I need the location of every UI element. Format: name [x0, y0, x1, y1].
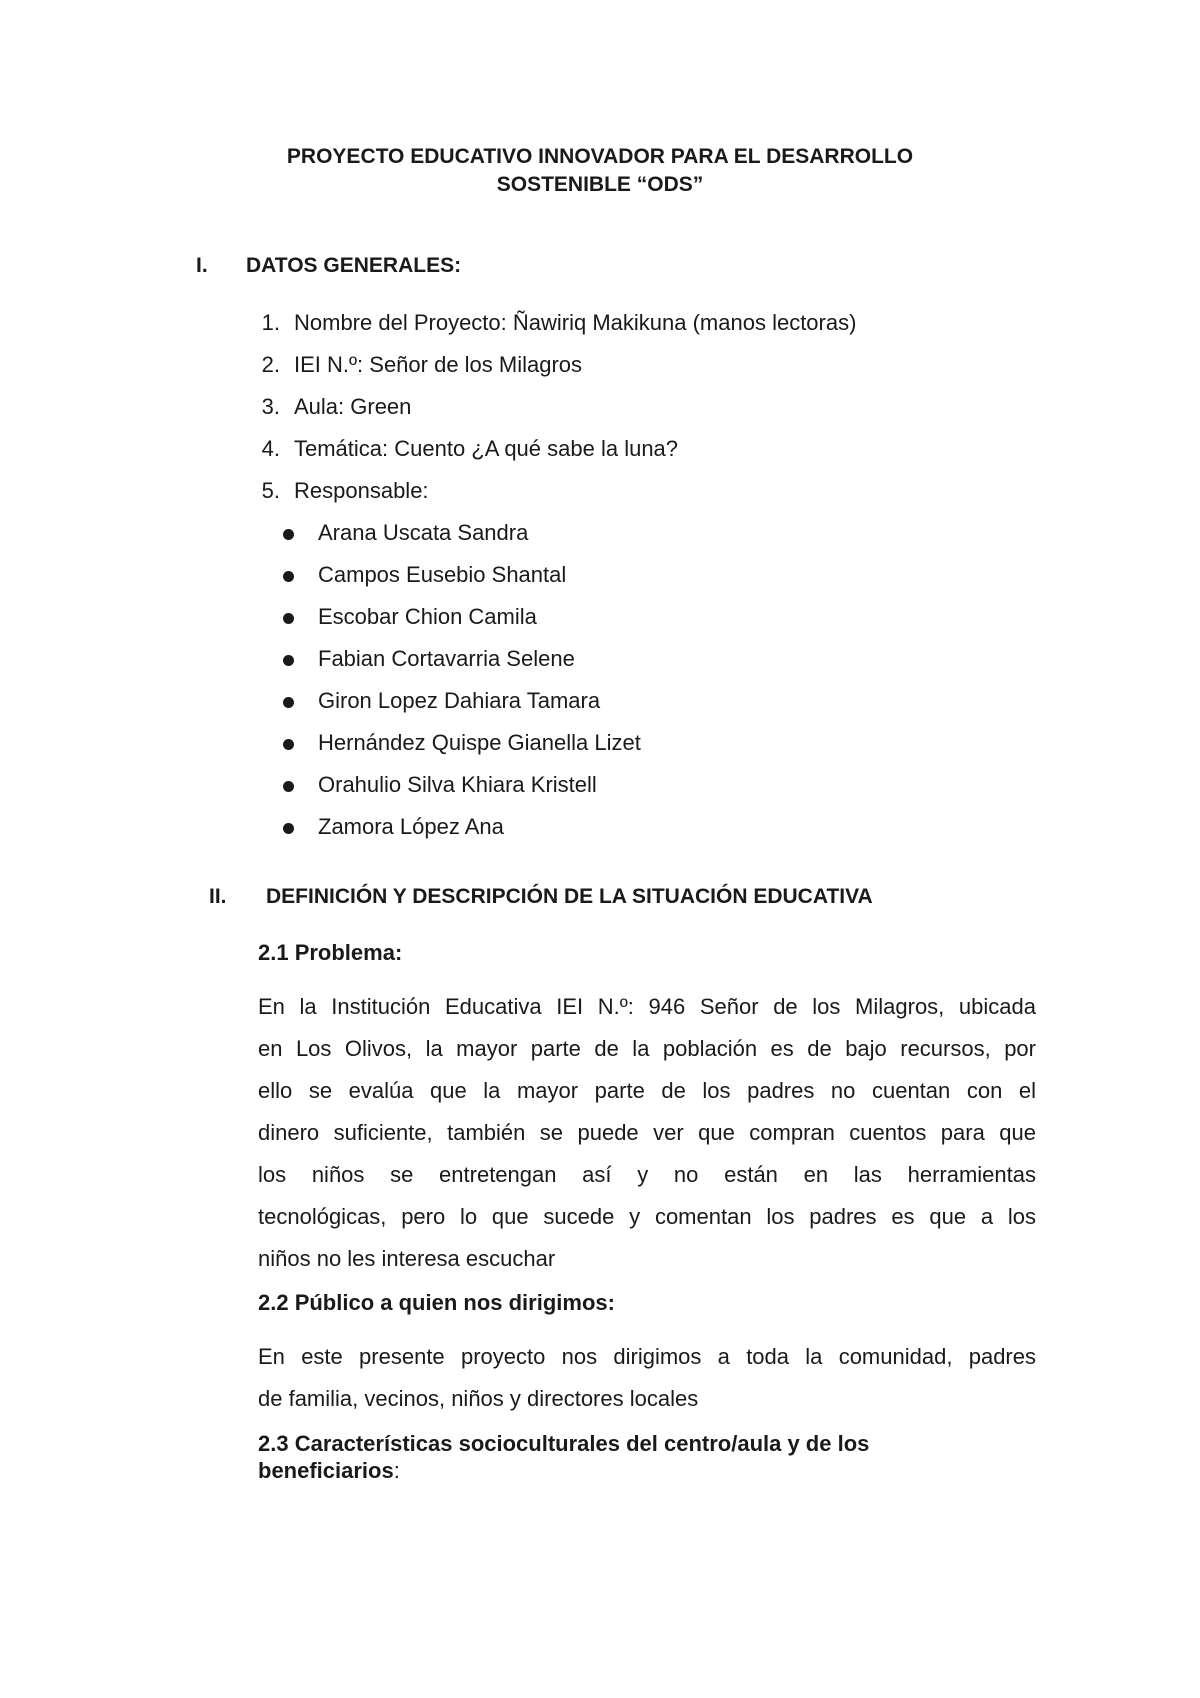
subsection-2-3-heading [258, 1430, 1018, 1484]
paragraph-line: En la Institución Educativa IEI N.º: 946 Señor de los Milagros, ubicada [258, 994, 1036, 1019]
item-number: 3. [261, 394, 280, 419]
item-project-name: Nombre del Proyecto: Ñawiriq Makikuna (manos lectoras) [294, 310, 857, 335]
item-number: 5. [261, 478, 280, 503]
bullet-icon [283, 571, 294, 582]
responsable-name: Zamora López Ana [318, 814, 504, 839]
section-2-heading: DEFINICIÓN Y DESCRIPCIÓN DE LA SITUACIÓN EDUCATIVA [266, 885, 873, 908]
bullet-icon [283, 655, 294, 666]
responsable-name: Giron Lopez Dahiara Tamara [318, 688, 601, 713]
responsable-name: Hernández Quispe Gianella Lizet [318, 730, 641, 755]
paragraph-line: dinero suficiente, también se puede ver que compran cuentos para que [258, 1120, 1036, 1145]
responsable-name: Fabian Cortavarria Selene [318, 646, 575, 671]
bullet-icon [283, 697, 294, 708]
responsable-name: Orahulio Silva Khiara Kristell [318, 772, 597, 797]
item-aula: Aula: Green [294, 394, 412, 419]
responsable-name: Escobar Chion Camila [318, 604, 537, 629]
item-tematica: Temática: Cuento ¿A qué sabe la luna? [294, 436, 679, 461]
subsection-2-1-heading: 2.1 Problema: [258, 940, 403, 965]
item-number: 4. [261, 436, 280, 461]
subsection-2-3-heading-line-1: 2.3 Características socioculturales del centro/aula y de los [258, 1431, 870, 1456]
section-2-number: II. [209, 885, 227, 908]
document-title-line-1: PROYECTO EDUCATIVO INNOVADOR PARA EL DESARROLLO [286, 145, 914, 168]
subsection-2-3-colon: : [393, 1458, 400, 1483]
bullet-icon [283, 823, 294, 834]
item-iei: IEI N.º: Señor de los Milagros [294, 352, 583, 377]
problema-paragraph [258, 986, 1036, 1280]
publico-paragraph [258, 1336, 1036, 1420]
subsection-2-3-heading-word: beneficiarios [258, 1458, 394, 1483]
responsable-name: Arana Uscata Sandra [318, 520, 529, 545]
section-1-number: I. [196, 254, 208, 277]
paragraph-line: niños no les interesa escuchar [258, 1246, 556, 1271]
paragraph-line: En este presente proyecto nos dirigimos a toda la comunidad, padres [258, 1344, 1036, 1369]
paragraph-line: en Los Olivos, la mayor parte de la población es de bajo recursos, por [258, 1036, 1036, 1061]
section-1-heading: DATOS GENERALES: [246, 254, 462, 277]
paragraph-line: tecnológicas, pero lo que sucede y comentan los padres es que a los [258, 1204, 1036, 1229]
item-number: 1. [261, 310, 280, 335]
paragraph-line: ello se evalúa que la mayor parte de los padres no cuentan con el [258, 1078, 1036, 1103]
item-responsable: Responsable: [294, 478, 429, 503]
bullet-icon [283, 529, 294, 540]
responsable-name: Campos Eusebio Shantal [318, 562, 567, 587]
bullet-icon [283, 739, 294, 750]
paragraph-line: de familia, vecinos, niños y directores locales [258, 1386, 699, 1411]
bullet-icon [283, 613, 294, 624]
document-title-line-2: SOSTENIBLE “ODS” [496, 173, 704, 196]
subsection-2-3-heading-line-2 [258, 1457, 1018, 1484]
paragraph-line: los niños se entretengan así y no están en las herramientas [258, 1162, 1036, 1187]
bullet-icon [283, 781, 294, 792]
item-number: 2. [261, 352, 280, 377]
subsection-2-2-heading: 2.2 Público a quien nos dirigimos: [258, 1290, 615, 1315]
